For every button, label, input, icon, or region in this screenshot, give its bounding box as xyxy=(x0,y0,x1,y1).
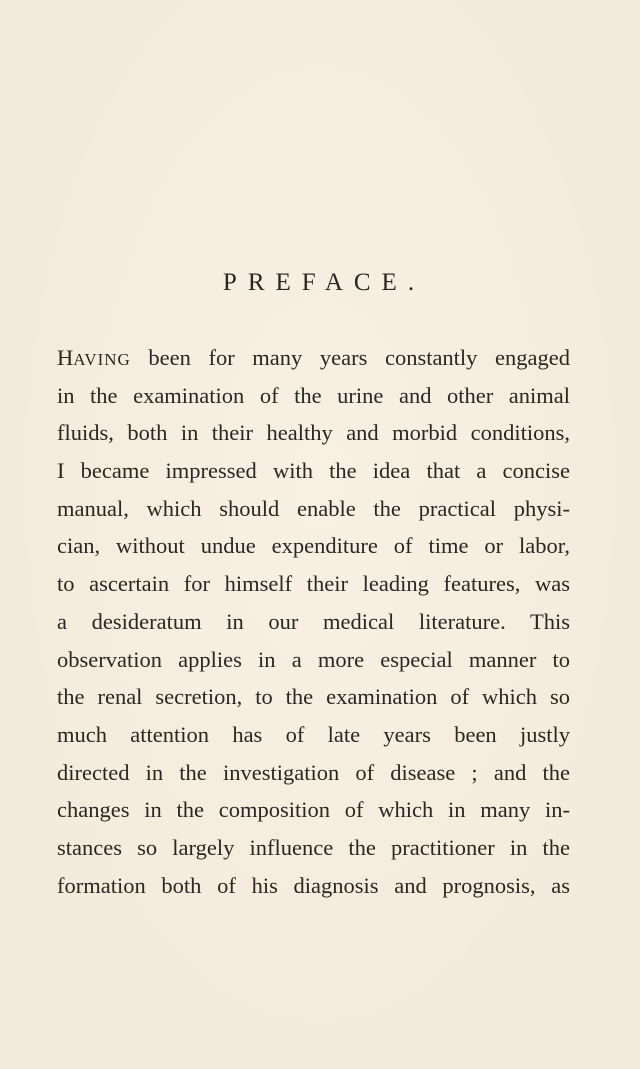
text-line: a desideratum in our medical literature. This xyxy=(57,608,570,634)
text-line: stances so largely influence the practitioner in the xyxy=(57,834,570,860)
text-line: the renal secretion, to the examination of which so xyxy=(57,684,570,710)
text-line: I became impressed with the idea that a concise xyxy=(57,458,570,484)
preface-body xyxy=(57,339,570,904)
text-line: manual, which should enable the practical physi- xyxy=(57,495,570,521)
text-line: to ascertain for himself their leading features, was xyxy=(57,571,570,597)
text-line: observation applies in a more especial manner to xyxy=(57,646,570,672)
text-line: formation both of his diagnosis and prognosis, as xyxy=(57,872,570,898)
text-line: fluids, both in their healthy and morbid conditions, xyxy=(57,420,570,446)
line-text: been for many years constantly engaged xyxy=(130,345,570,370)
preface-heading: PREFACE. xyxy=(222,269,426,296)
small-caps-word: AVING xyxy=(73,350,131,369)
text-line: directed in the investigation of disease ; and the xyxy=(57,759,570,785)
drop-initial: H xyxy=(57,345,74,370)
text-line: much attention has of late years been justly xyxy=(57,721,570,747)
text-line xyxy=(57,339,570,377)
text-line: cian, without undue expenditure of time or labor, xyxy=(57,533,570,559)
text-line: changes in the composition of which in many in- xyxy=(57,797,570,823)
text-line: in the examination of the urine and other animal xyxy=(57,382,570,408)
